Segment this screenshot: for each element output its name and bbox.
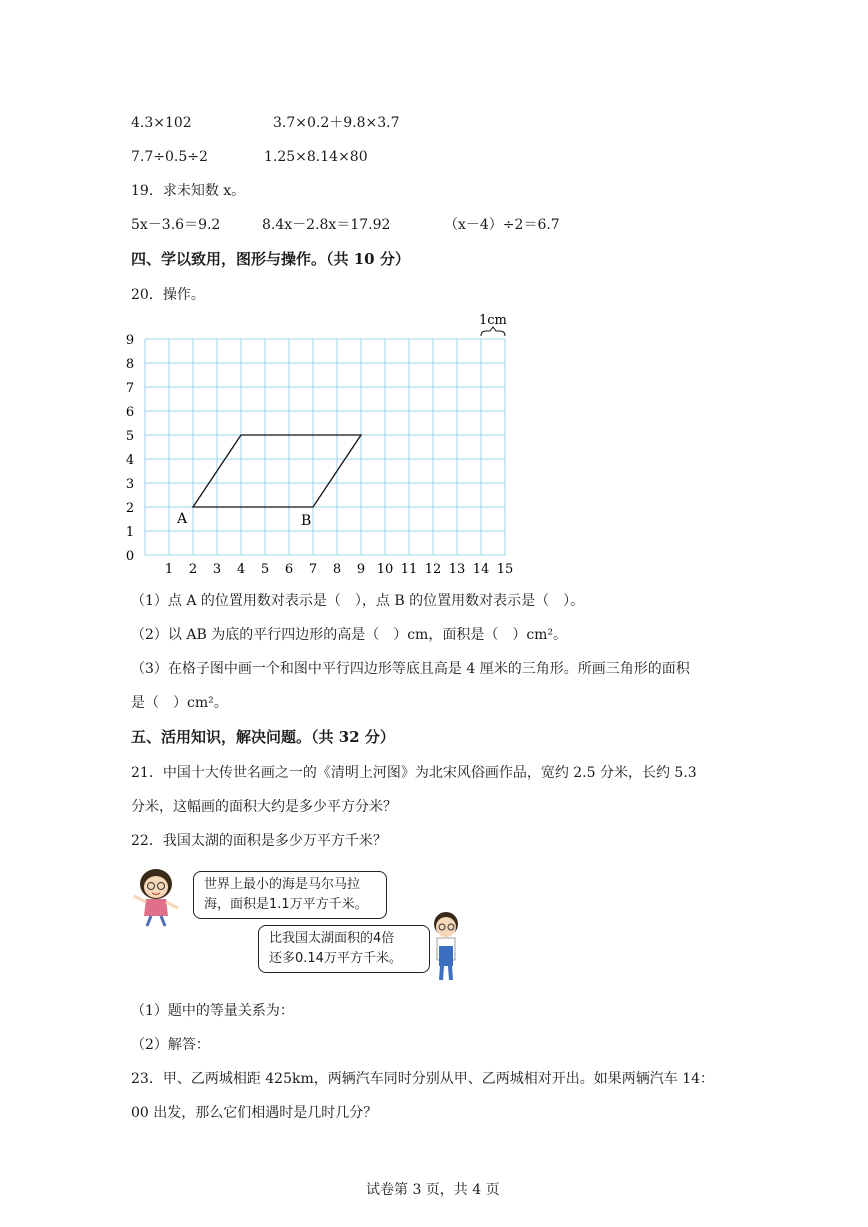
x-tick-label: 5 xyxy=(260,562,270,577)
x-tick-label: 14 xyxy=(472,562,490,577)
question-19: 19．求未知数 x。 xyxy=(131,183,246,199)
boy-speech-bubble xyxy=(258,925,430,973)
y-tick-label: 7 xyxy=(125,381,135,396)
x-tick-label: 8 xyxy=(332,562,342,577)
question-23-line-2: 00 出发，那么它们相遇时是几时几分？ xyxy=(131,1105,378,1121)
x-tick-label: 2 xyxy=(188,562,198,577)
y-tick-label: 5 xyxy=(125,429,135,444)
grid-lines xyxy=(145,339,505,555)
girl-illustration xyxy=(132,866,184,928)
x-tick-label: 12 xyxy=(424,562,442,577)
calc-item-4: 1.25×8.14×80 xyxy=(264,149,368,165)
question-22-part-1: （1）题中的等量关系为： xyxy=(131,1003,294,1019)
question-20-part-3-line-2: 是（ ）cm²。 xyxy=(131,695,228,711)
x-tick-label: 4 xyxy=(236,562,246,577)
x-tick-label: 15 xyxy=(496,562,514,577)
y-tick-label: 4 xyxy=(125,453,135,468)
x-axis-labels xyxy=(165,562,513,577)
question-20-part-1: （1）点 A 的位置用数对表示是（ ），点 B 的位置用数对表示是（ ）。 xyxy=(131,593,585,609)
x-tick-label: 9 xyxy=(356,562,366,577)
y-tick-label: 2 xyxy=(125,501,135,516)
question-21-line-1: 21．中国十大传世名画之一的《清明上河图》为北宋风俗画作品，宽约 2.5 分米，长约 5.3 xyxy=(131,765,697,781)
page-footer: 试卷第 3 页，共 4 页 xyxy=(366,1182,500,1198)
scale-brace xyxy=(481,327,505,336)
girl-speech-line-2: 海，面积是1.1万平方千米。 xyxy=(204,897,368,912)
equation-1: 5x－3.6＝9.2 xyxy=(131,217,221,233)
point-b-label: B xyxy=(301,513,312,529)
scale-label: 1cm xyxy=(479,313,507,328)
boy-speech-line-1: 比我国太湖面积的4倍 xyxy=(269,931,395,946)
y-axis-labels xyxy=(126,333,134,564)
y-tick-label: 9 xyxy=(125,333,135,348)
parallelogram-shape xyxy=(193,435,361,507)
girl-speech-bubble xyxy=(193,871,387,919)
girl-speech-line-1: 世界上最小的海是马尔马拉 xyxy=(204,877,361,892)
y-tick-label: 6 xyxy=(125,405,135,420)
equation-2: 8.4x－2.8x＝17.92 xyxy=(262,217,391,233)
y-tick-label: 1 xyxy=(125,525,135,540)
boy-speech-line-2: 还多0.14万平方千米。 xyxy=(269,951,402,966)
x-tick-label: 10 xyxy=(376,562,394,577)
x-tick-label: 1 xyxy=(164,562,174,577)
y-tick-label: 8 xyxy=(125,357,135,372)
x-tick-label: 6 xyxy=(284,562,294,577)
x-tick-label: 7 xyxy=(308,562,318,577)
section-5-heading: 五、活用知识，解决问题。（共 32 分） xyxy=(131,728,395,746)
calc-item-2: 3.7×0.2＋9.8×3.7 xyxy=(273,115,400,131)
y-tick-label: 0 xyxy=(125,549,135,564)
equation-3: （x－4）÷2＝6.7 xyxy=(444,217,560,233)
question-23-line-1: 23．甲、乙两城相距 425km，两辆汽车同时分别从甲、乙两城相对开出。如果两辆汽车 14： xyxy=(131,1071,715,1087)
question-22: 22．我国太湖的面积是多少万平方千米？ xyxy=(131,833,387,849)
x-tick-label: 13 xyxy=(448,562,466,577)
calc-item-3: 7.7÷0.5÷2 xyxy=(131,149,208,165)
question-22-part-2: （2）解答： xyxy=(131,1037,210,1053)
point-a-label: A xyxy=(177,511,188,527)
x-tick-label: 11 xyxy=(400,562,418,577)
coordinate-grid xyxy=(118,312,518,582)
section-4-heading: 四、学以致用，图形与操作。（共 10 分） xyxy=(131,250,410,268)
question-20-part-2: （2）以 AB 为底的平行四边形的高是（ ）cm，面积是（ ）cm²。 xyxy=(131,627,568,643)
boy-illustration xyxy=(427,908,467,984)
question-20: 20．操作。 xyxy=(131,287,205,303)
question-21-line-2: 分米，这幅画的面积大约是多少平方分米？ xyxy=(131,799,397,815)
y-tick-label: 3 xyxy=(125,477,135,492)
question-20-part-3-line-1: （3）在格子图中画一个和图中平行四边形等底且高是 4 厘米的三角形。所画三角形的面积 xyxy=(131,661,690,677)
x-tick-label: 3 xyxy=(212,562,222,577)
calc-item-1: 4.3×102 xyxy=(131,115,192,131)
